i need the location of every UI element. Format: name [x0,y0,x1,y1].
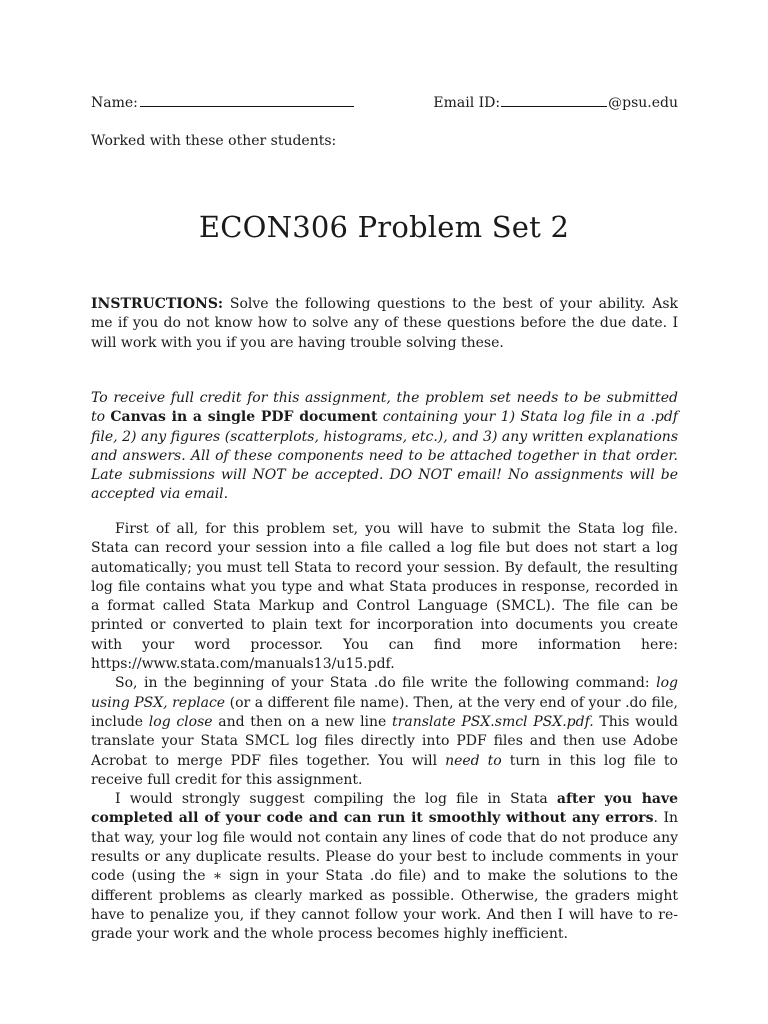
p3-text-b: . In that way, your log file would not contain any lines of code that do not produce any results or any duplicate results. Please do your best to include comments in your code (using the ∗ sign in your Stata .do file) and to make the solutions to the different problems as clearly marked as possible. Otherwise, the graders might have to penalize you, if they cannot follow your work. And then I will have to re-grade your work and the whole process becomes highly inefficient. [91,810,679,943]
instructions-text: Solve the following questions to the best of your ability. Ask me if you do not know how to solve any of these questions before the due date. I will work with you if you are having trouble solving these. [91,296,678,351]
name-label: Name: [91,95,138,111]
p2-text-d: This would translate your Stata SMCL log files directly into PDF files and then use Adobe Acrobat to merge PDF files together. You will [91,713,678,769]
name-field [91,93,354,112]
instructions-label: INSTRUCTIONS: [91,296,224,312]
p2-command-log-close: log close [148,713,213,730]
p2-text-c: and then on a new line [212,713,393,730]
credit-text-1: To receive full credit for this assignment, the problem set needs to be submitted to [91,390,678,426]
worked-with-label: Worked with these other students: [91,133,337,149]
submission-requirements-paragraph [91,389,678,505]
email-label: Email ID: [433,95,501,111]
email-blank-line [501,93,607,107]
body-paragraph-2 [91,674,678,790]
p3-text-a: I would strongly suggest compiling the log file in Stata [115,791,557,808]
stata-log-instructions [91,520,678,945]
email-field [433,93,678,112]
email-suffix: @psu.edu [608,95,678,111]
p2-emphasis: need to [445,752,502,769]
page-title: ECON306 Problem Set 2 [198,210,570,244]
p3-emphasis: after you have completed all of your code and can run it smoothly without any errors [91,791,678,827]
credit-emphasis: Canvas in a single PDF document [110,409,378,426]
credit-text-2: containing your 1) Stata log file in a .pdf file, 2) any figures (scatterplots, histograms, etc.), and 3) any written explanations and answers. All of these components need to be attached together in that order. Late submissions will NOT be accepted. DO NOT email! No assignments will be accepted via email. [91,409,678,503]
p2-text-a: So, in the beginning of your Stata .do file write the following command: [115,675,657,692]
p2-text-b: (or a different file name). Then, at the very end of your .do file, include [91,694,679,730]
instructions-paragraph [91,295,678,353]
header-fields [91,93,678,113]
body-paragraph-3 [91,790,678,944]
p2-command-translate: translate PSX.smcl PSX.pdf. [392,713,594,730]
name-blank-line [140,93,354,107]
body-paragraph-1: First of all, for this problem set, you will have to submit the Stata log file. Stata can record your session into a file called a log file but does not start a log automatically; you must tell Stata to record your session. By default, the resulting log file contains what you type and what Stata produces in response, recorded in a format called Stata Markup and Control Language (SMCL). The file can be printed or converted to plain text for incorporation into documents you create with your word processor. You can find more information here: https://www.stata.com/manuals13/u15.pdf. [91,521,678,673]
p2-command-log-using: log using PSX, replace [91,675,678,711]
p2-text-e: turn in this log file to receive full credit for this assignment. [91,752,678,788]
